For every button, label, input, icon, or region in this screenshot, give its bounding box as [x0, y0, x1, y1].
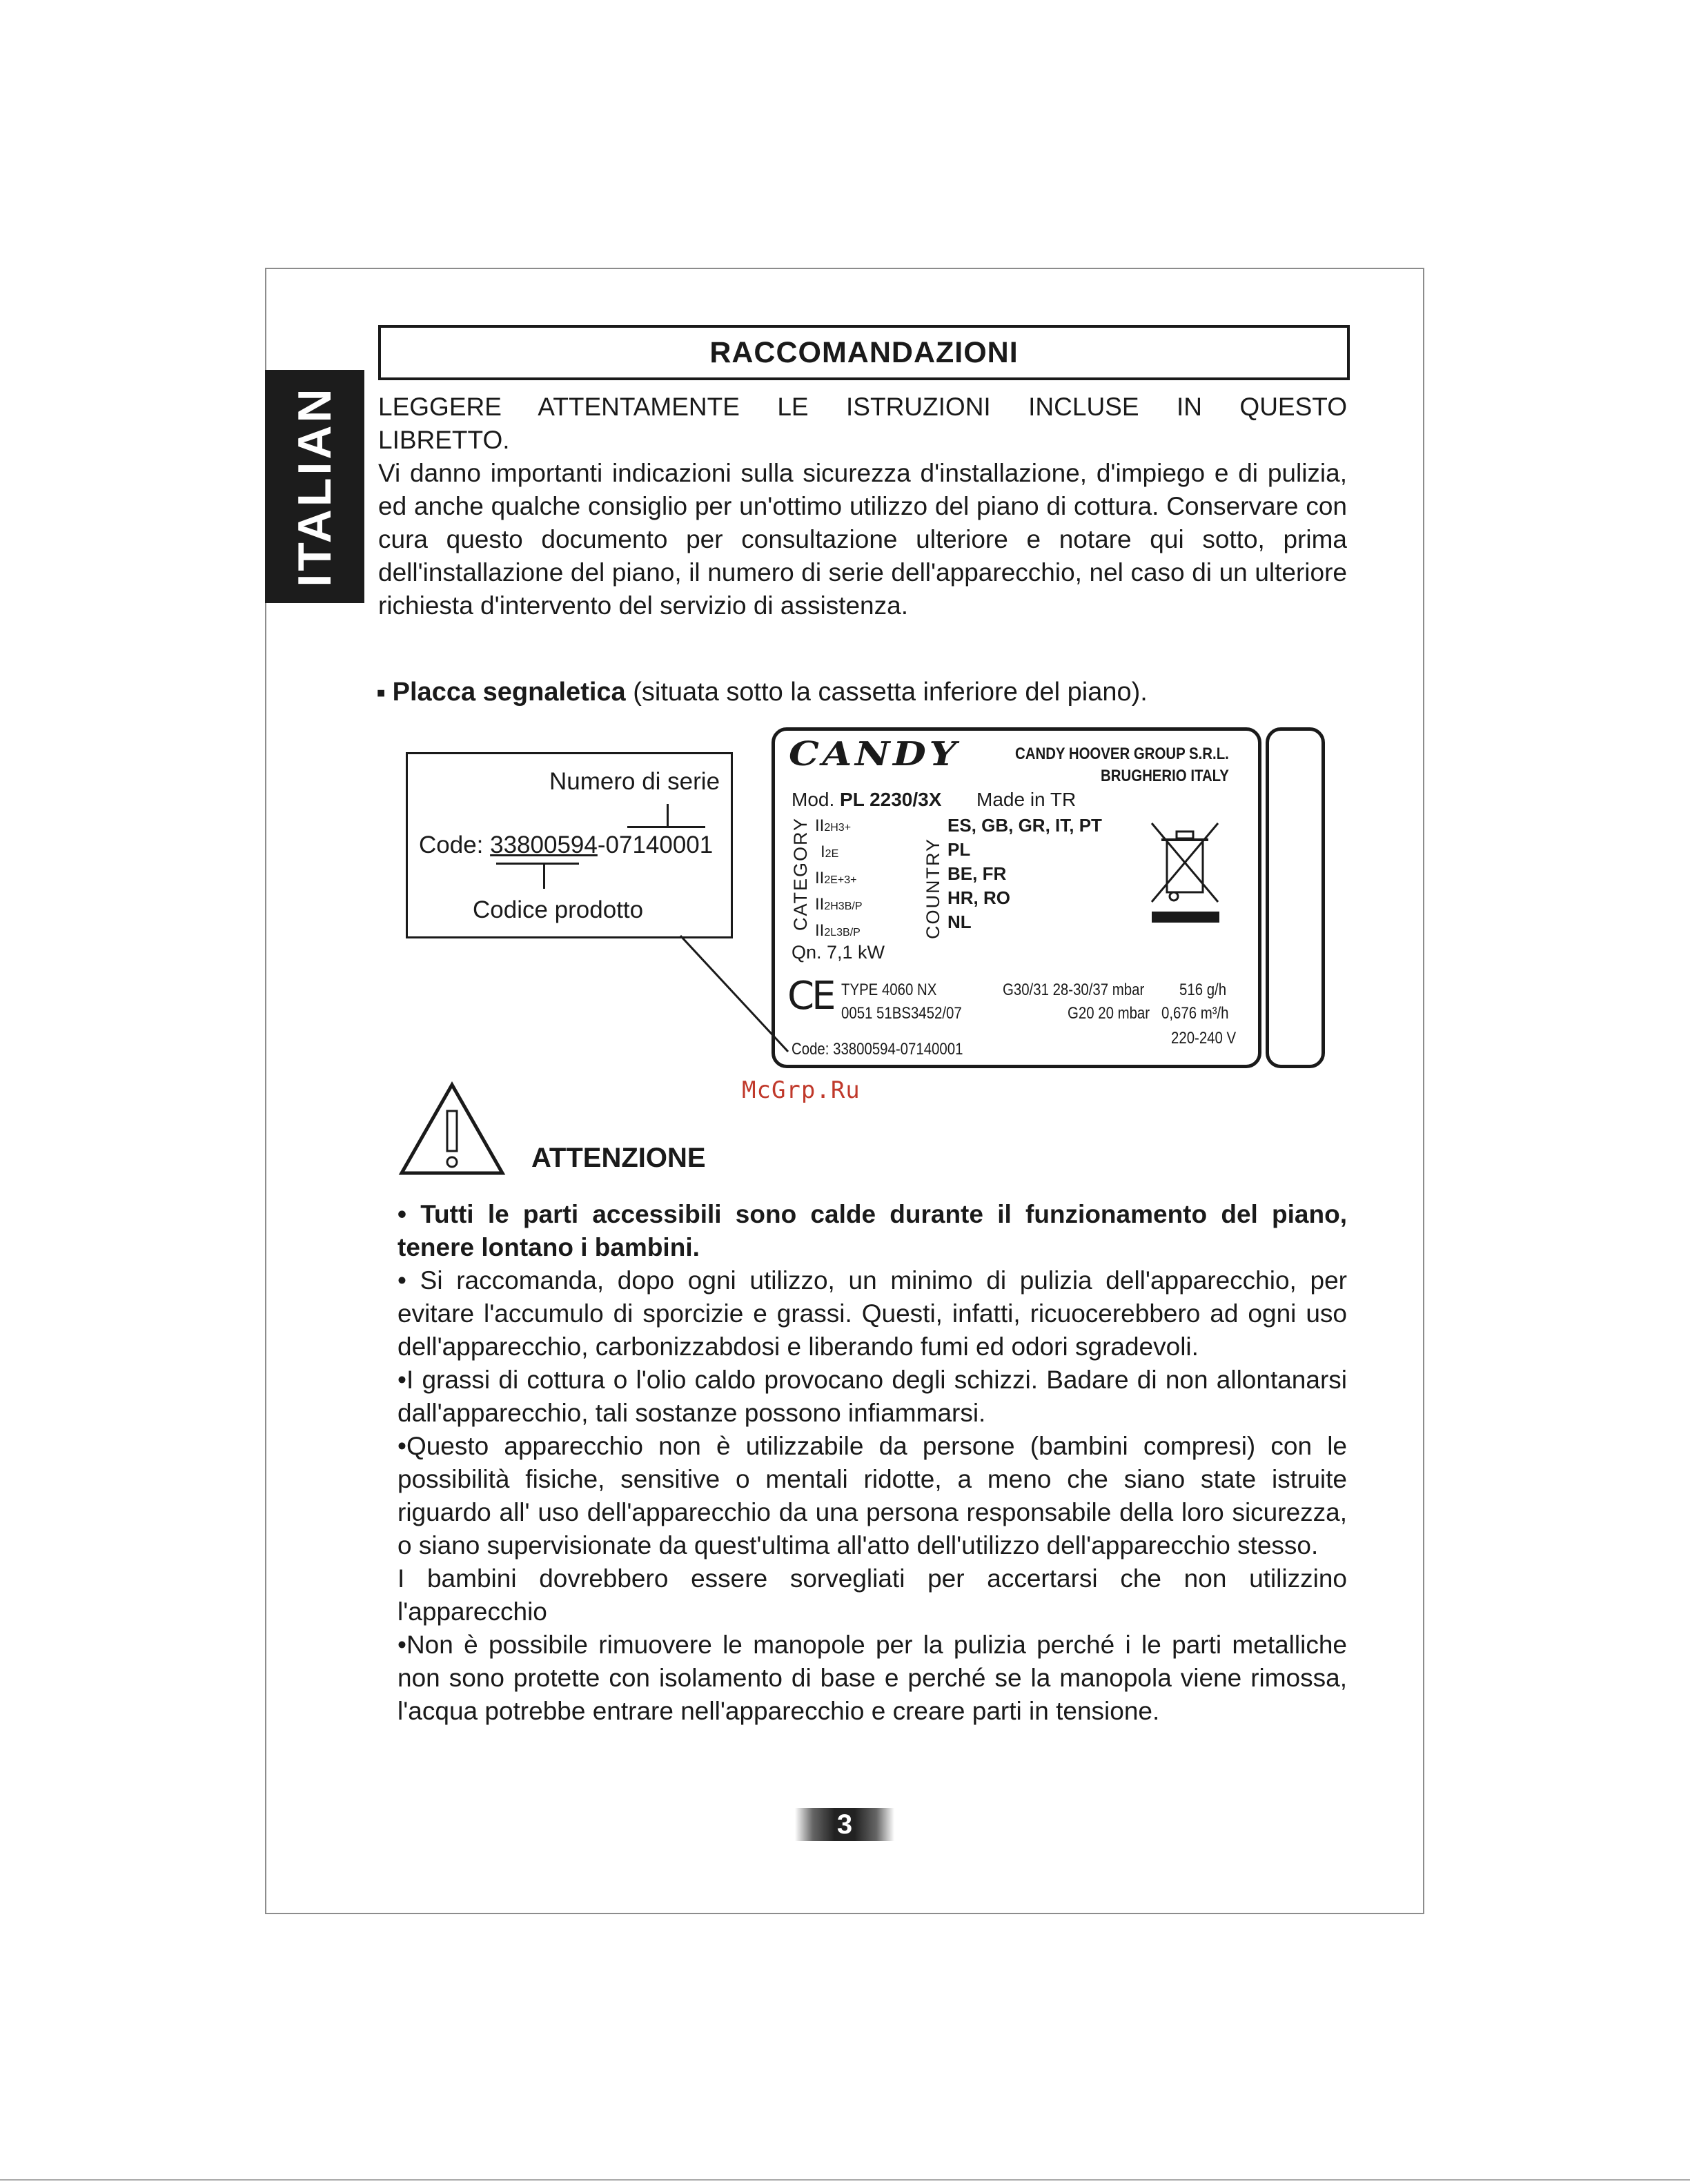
gas-rate-1: 516 g/h	[1179, 981, 1227, 999]
intro-line-2: LIBRETTO.	[378, 426, 510, 454]
bullet-icon: ■	[377, 685, 386, 701]
country-item: NL	[947, 912, 972, 932]
intro-line-1: LEGGERE ATTENTAMENTE LE ISTRUZIONI INCLUSE IN QUESTO	[378, 393, 1347, 421]
intro-paragraph: Vi danno importanti indicazioni sulla sicurezza d'installazione, d'impiego e di pulizia, ed anche qualche consiglio per un'ottimo utilizzo del piano di cottura. Conservare con cura questo documento per consultazione ulteriore e notare qui sotto, prima dell'installazione del piano, il numero di serie dell'apparecchio, nel caso di un ulteriore richiesta d'intervento del servizio di assistenza.	[378, 459, 1347, 620]
warning-knobs: •Non è possibile rimuovere le manopole per la pulizia perché i le parti metalliche non sono protette con isolamento di base e perché se la manopola viene rimossa, l'acqua potrebbe entrare nell'apparecchio e creare parti in tensione.	[397, 1631, 1347, 1725]
gas-spec-2: G20 20 mbar	[1068, 1004, 1150, 1023]
model-value: PL 2230/3X	[840, 789, 942, 810]
country-item: HR, RO	[947, 887, 1010, 908]
product-code-label: Codice prodotto	[473, 896, 644, 923]
country-list	[947, 814, 1102, 934]
country-label: COUNTRY	[923, 837, 943, 939]
warning-supervision: •Questo apparecchio non è utilizzabile da persone (bambini compresi) con le possibilità fisiche, sensitive o mentali ridotte, a meno che siano state istruite riguardo all' uso dell'apparecchio da una persona responsabile della loro sicurezza, o siano supervisionate da quest'ultima all'atto dell'utilizzo dell'apparecchio stesso.	[397, 1432, 1347, 1560]
warning-grease: •I grassi di cottura o l'olio caldo provocano degli schizzi. Badare di non allontanarsi dall'apparecchio, tali sostanze possono infiammarsi.	[397, 1366, 1347, 1427]
warnings-text	[397, 1198, 1347, 1728]
language-tab-label: ITALIAN	[288, 386, 341, 587]
company-line-2: BRUGHERIO ITALY	[1101, 767, 1229, 785]
section-title-text: RACCOMANDAZIONI	[709, 335, 1019, 369]
gas-rate-2: 0,676 m³/h	[1161, 1004, 1229, 1023]
code-prefix: Code:	[419, 832, 491, 858]
warning-cleaning: • Si raccomanda, dopo ogni utilizzo, un minimo di pulizia dell'apparecchio, per evitare l'accumulo di sporcizie e grassi. Questi, infatti, ricuocerebbero ad ogni uso dell'apparecchio, carbonizzabdosi e liberando fumi ed odori sgradevoli.	[397, 1266, 1347, 1361]
category-list	[815, 814, 862, 945]
code-product-part: 33800594	[490, 832, 598, 858]
watermark: McGrp.Ru	[742, 1076, 861, 1104]
country-item: ES, GB, GR, IT, PT	[947, 815, 1102, 836]
country-item: BE, FR	[947, 863, 1007, 884]
gas-spec-1: G30/31 28-30/37 mbar	[1003, 981, 1145, 999]
made-in: Made in TR	[976, 789, 1077, 810]
warning-triangle-icon	[397, 1081, 507, 1177]
plate-heading-rest: (situata sotto la cassetta inferiore del piano).	[633, 678, 1148, 707]
appliance-type: TYPE 4060 NX	[841, 981, 937, 999]
ce-mark-icon: CE	[787, 974, 834, 1019]
plate-heading-bold: Placca segnaletica	[392, 678, 626, 707]
company-line-1: CANDY HOOVER GROUP S.R.L.	[1015, 745, 1229, 763]
category-label: CATEGORY	[790, 816, 811, 931]
warning-hot-parts: • Tutti le parti accessibili sono calde durante il funzionamento del piano, tenere lontano i bambini.	[397, 1200, 1347, 1261]
model-line	[792, 789, 941, 811]
brand-logo: CANDY	[789, 735, 960, 774]
category-item: II2E+3+	[815, 869, 857, 887]
model-label: Mod.	[792, 789, 835, 810]
code-serial-part: -07140001	[597, 832, 714, 858]
country-item: PL	[947, 839, 971, 860]
plate-code: Code: 33800594-07140001	[792, 1040, 963, 1059]
rating-plate-tab	[1266, 727, 1325, 1068]
category-item: II2L3B/P	[815, 921, 861, 940]
weee-bin-icon	[1146, 819, 1224, 923]
bottom-rule	[0, 2179, 1690, 2181]
category-item: II2H3B/P	[815, 895, 863, 914]
category-item: II2H3+	[815, 816, 852, 835]
power-rating: Qn. 7,1 kW	[792, 942, 885, 963]
voltage-rating: 220-240 V	[1171, 1029, 1237, 1047]
certificate-number: 0051 51BS3452/07	[841, 1004, 962, 1023]
warning-heading: ATTENZIONE	[531, 1143, 706, 1173]
warning-children: I bambini dovrebbero essere sorvegliati per accertarsi che non utilizzino l'apparecchio	[397, 1564, 1347, 1626]
category-item: I2E	[821, 843, 839, 861]
serial-number-label: Numero di serie	[549, 768, 720, 795]
page-number: 3	[795, 1808, 894, 1841]
rating-plate	[772, 727, 1261, 1068]
